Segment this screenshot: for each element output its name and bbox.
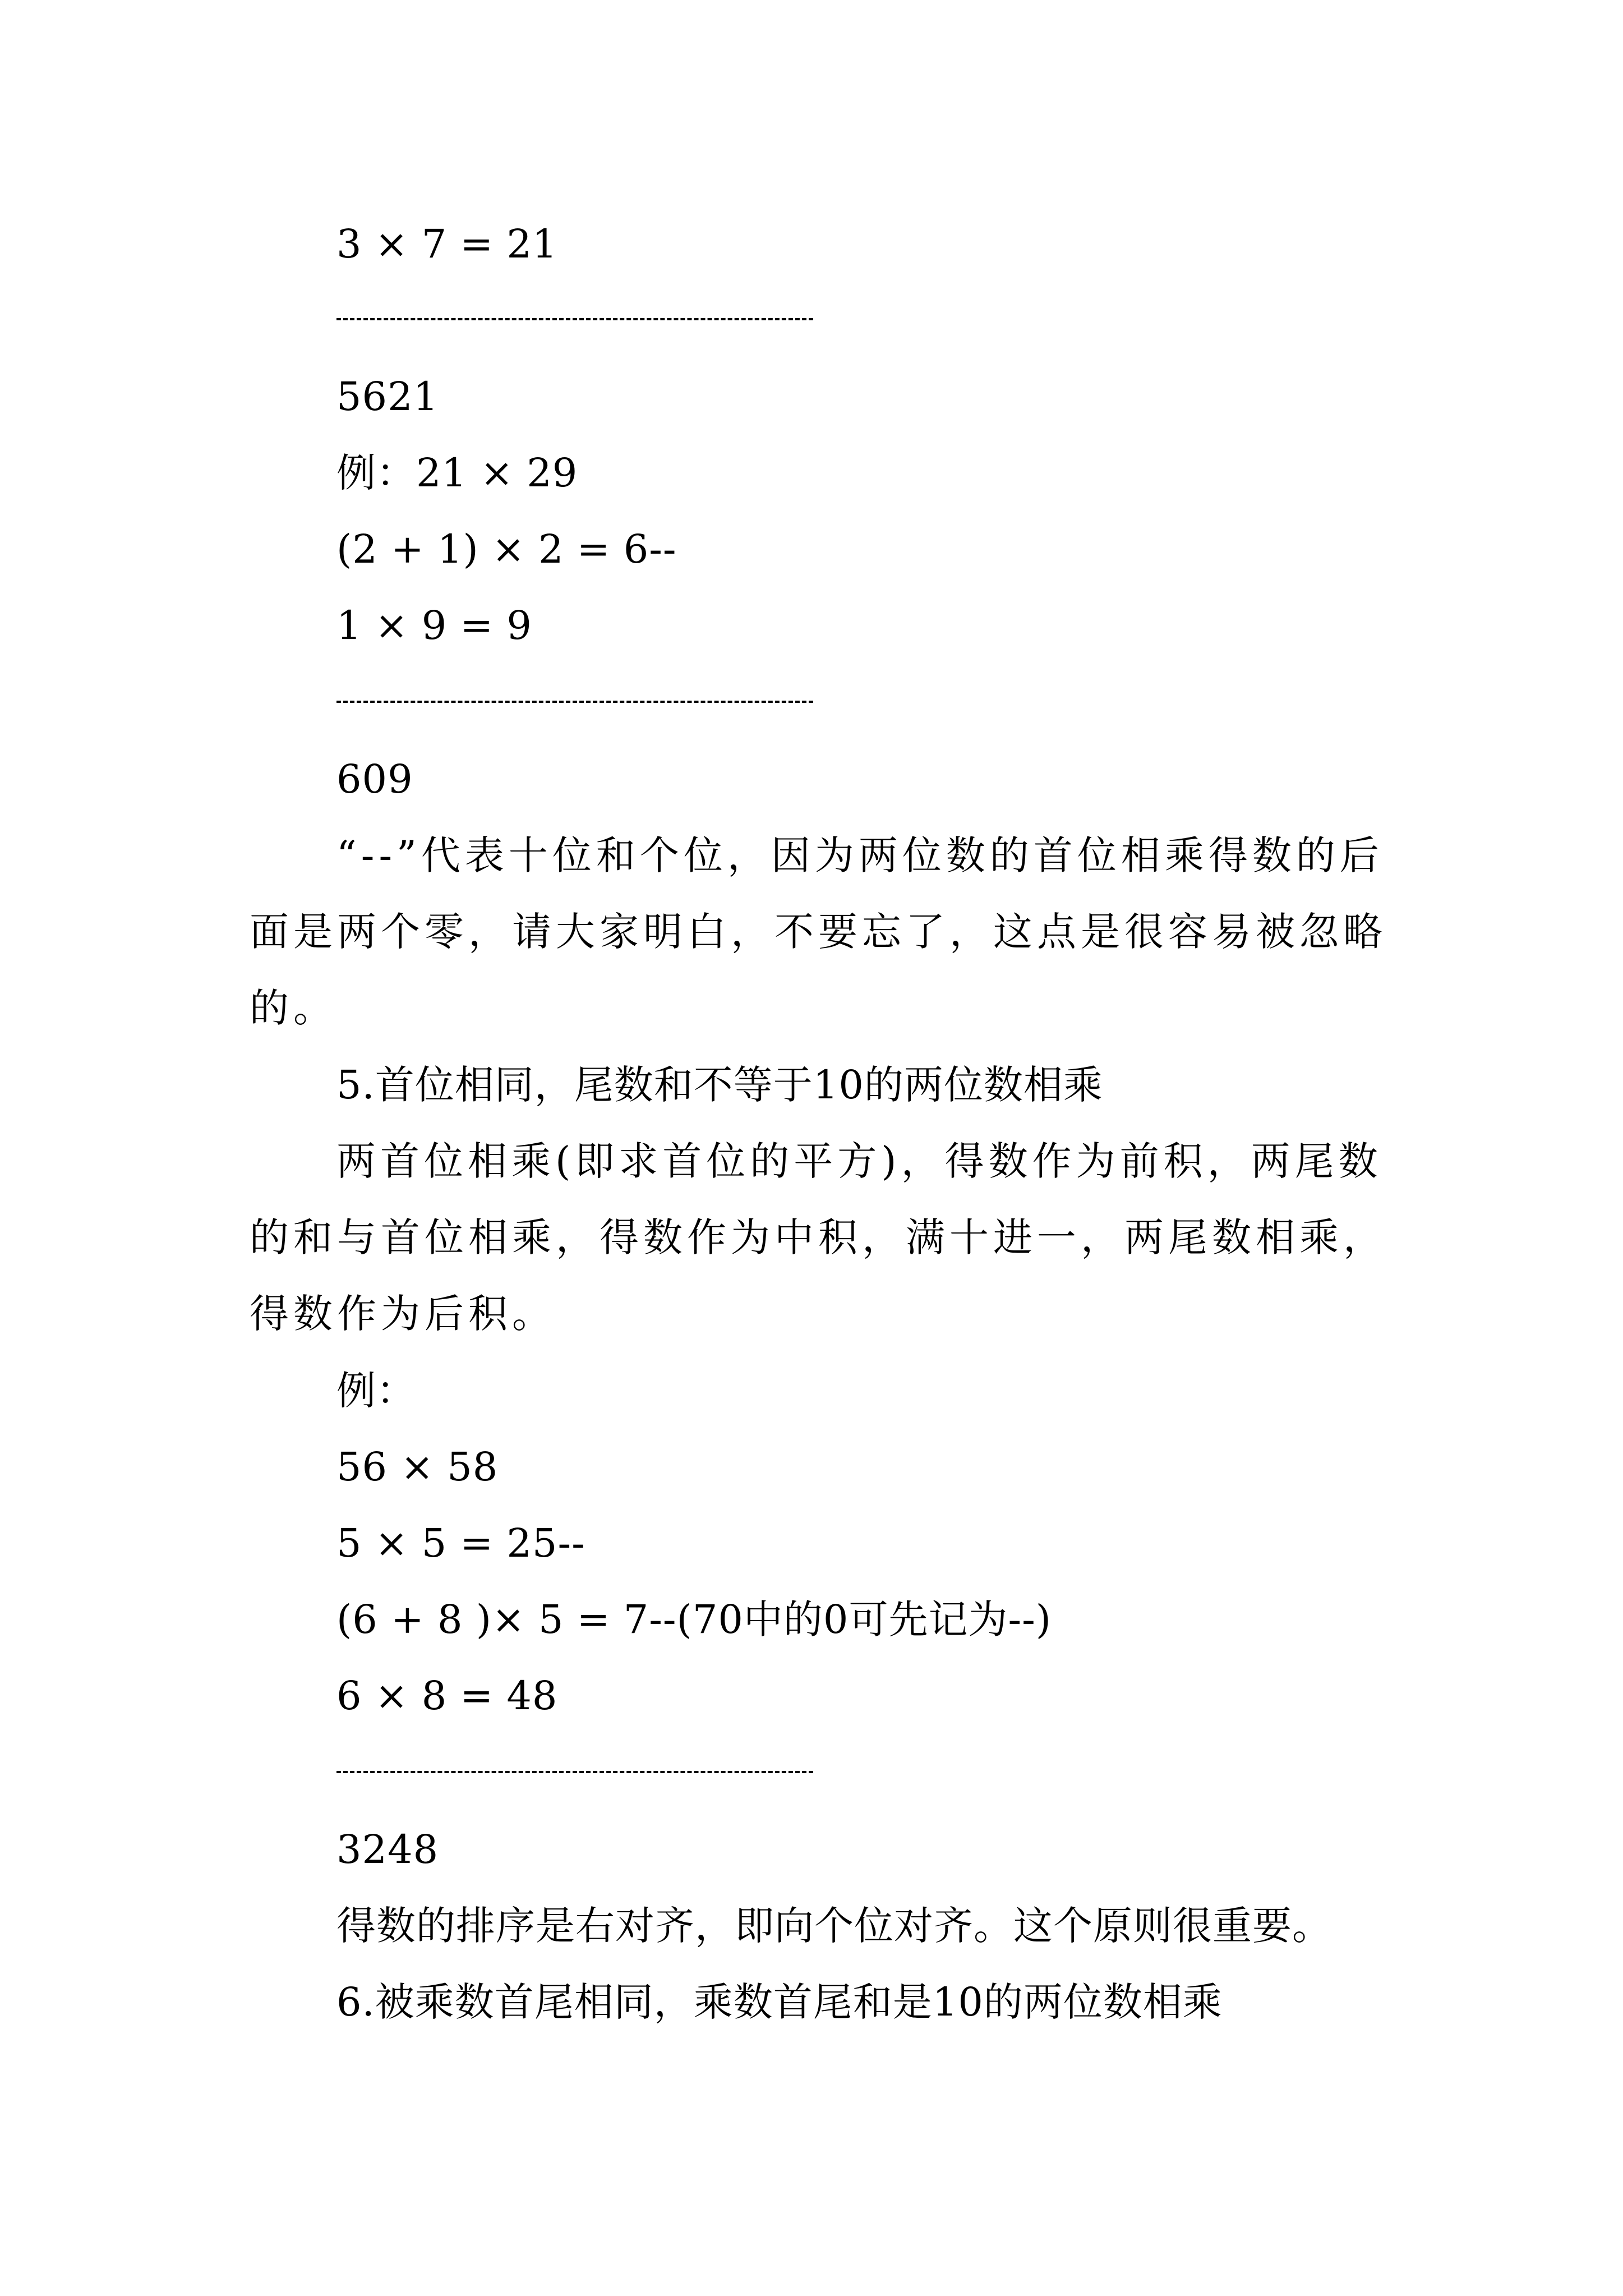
explanation-paragraph-1: “--”代表十位和个位，因为两位数的首位相乘得数的后面是两个零，请大家明白，不要忘了，这点是很容易被忽略的。 — [250, 832, 1387, 1031]
calc-line-2: (2 + 1) × 2 = 6-- — [336, 526, 677, 572]
result-line-3: 3248 — [336, 1826, 439, 1872]
explanation-paragraph-2: 两首位相乘(即求首位的平方)，得数作为前积，两尾数的和与首位相乘，得数作为中积，满十进一，两尾数相乘，得数作为后积。 — [250, 1138, 1387, 1337]
calc-line-3: 1 × 9 = 9 — [336, 602, 532, 648]
dashed-rule-1 — [336, 318, 813, 320]
calc-line-6: (6 + 8 )× 5 = 7--(70中的0可先记为--) — [336, 1596, 1052, 1642]
dashed-rule-2 — [336, 701, 813, 703]
dashed-rule-3 — [336, 1771, 813, 1773]
calc-line-7: 6 × 8 = 48 — [336, 1673, 558, 1719]
result-line-1: 5621 — [336, 374, 439, 420]
calc-line-4: 56 × 58 — [336, 1444, 499, 1490]
example-line-1: 例：21 × 29 — [336, 450, 578, 496]
result-line-2: 609 — [336, 756, 413, 802]
example-label: 例： — [336, 1368, 416, 1414]
section-heading-5: 5.首位相同，尾数和不等于10的两位数相乘 — [336, 1062, 1103, 1108]
section-heading-6: 6.被乘数首尾相同，乘数首尾和是10的两位数相乘 — [336, 1979, 1223, 2025]
calc-line-5: 5 × 5 = 25-- — [336, 1520, 585, 1566]
calc-line-1: 3 × 7 = 21 — [336, 221, 558, 267]
rule-note-line: 得数的排序是右对齐，即向个位对齐。这个原则很重要。 — [336, 1903, 1332, 1949]
